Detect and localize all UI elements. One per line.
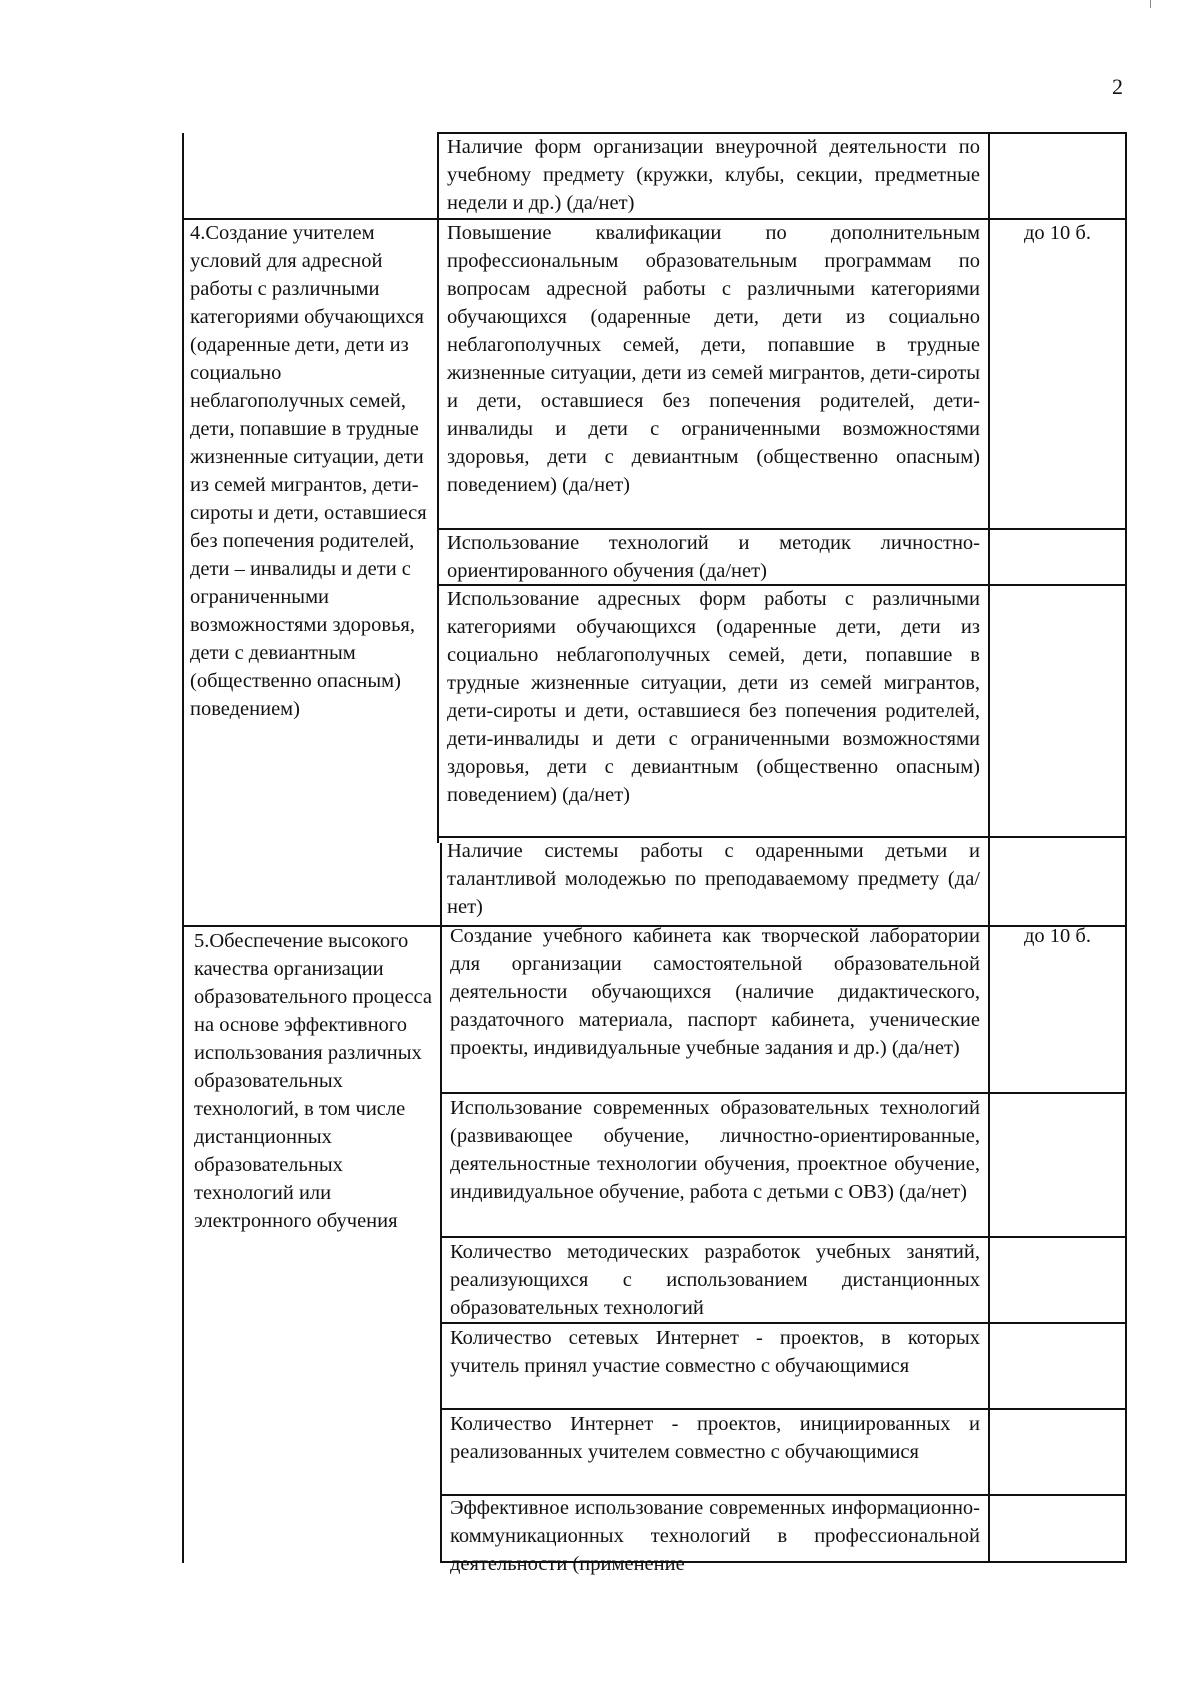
indicator-cell: Использование адресных форм работы с различными категориями обучающихся (одаренные дети, дети из социально неблагополучных семей, дети, попавшие в трудные жизненные ситуации, дети из семей мигрантов, дети-сироты и дети, оставшиеся без попечения родителей, дети-инвалиды и дети с ограниченными возможностями здоровья, дети с девиантным (общественно опасным) поведением) (да/нет): [447, 588, 980, 806]
indicator-cell: Наличие системы работы с одаренными детьми и талантливой молодежью по преподаваемому предмету (да/нет): [447, 840, 980, 918]
indicator-cell: Повышение квалификации по дополнительным профессиональным образовательным программам по вопросам адресной работы с различными категориями обучающихся (одаренные дети, дети из социально неблагополучных семей, дети, попавшие в трудные жизненные ситуации, дети из семей мигрантов, дети-сироты и дети, оставшиеся без попечения родителей, дети-инвалиды и дети с ограниченными возможностями здоровья, дети с девиантным (общественно опасным) поведением) (да/нет): [447, 222, 980, 496]
score-cell: до 10 б.: [1024, 925, 1091, 947]
page-number: 2: [1112, 74, 1123, 99]
indicator-cell: Использование технологий и методик личностно-ориентированного обучения (да/нет): [447, 532, 980, 582]
indicator-cell: Создание учебного кабинета как творческой лаборатории для организации самостоятельной образовательной деятельности обучающихся (наличие дидактического, раздаточного материала, паспорт кабинета, ученические проекты, индивидуальные учебные задания и др.) (да/нет): [450, 925, 980, 1059]
score-cell: до 10 б.: [1024, 222, 1091, 244]
indicator-cell: Количество Интернет - проектов, инициированных и реализованных учителем совместно с обучающимися: [450, 1413, 980, 1463]
criterion-cell: 5.Обеспечение высокого качества организации образовательного процесса на основе эффективного использования различных образовательных технологий, в том числе дистанционных образовательных технологий или электронного обучения: [194, 930, 432, 1232]
indicator-cell: Наличие форм организации внеурочной деятельности по учебному предмету (кружки, клубы, секции, предметные недели и др.) (да/нет): [447, 136, 980, 214]
indicator-cell: Эффективное использование современных информационно-коммуникационных технологий в профессиональной деятельности (применение: [450, 1497, 980, 1575]
criterion-cell: 4.Создание учителем условий для адресной работы с различными категориями обучающихся (одаренные дети, дети из социально неблагополучных семей, дети, попавшие в трудные жизненные ситуации, дети из семей мигрантов, дети-сироты и дети, оставшиеся без попечения родителей, дети – инвалиды и дети с ограниченными возможностями здоровья, дети с девиантным (общественно опасным) поведением): [190, 222, 427, 720]
indicator-cell: Использование современных образовательных технологий (развивающее обучение, личностно-ориентированные, деятельностные технологии обучения, проектное обучение, индивидуальное обучение, работа с детьми с ОВЗ) (да/нет): [450, 1097, 980, 1203]
grid-line: [988, 133, 990, 1563]
indicator-cell: Количество сетевых Интернет - проектов, в которых учитель принял участие совместно с обучающимися: [450, 1327, 980, 1377]
grid-line: [1125, 133, 1127, 1563]
scan-mark: [1150, 0, 1151, 8]
indicator-cell: Количество методических разработок учебных занятий, реализующихся с использованием дистанционных образовательных технологий: [450, 1241, 980, 1319]
